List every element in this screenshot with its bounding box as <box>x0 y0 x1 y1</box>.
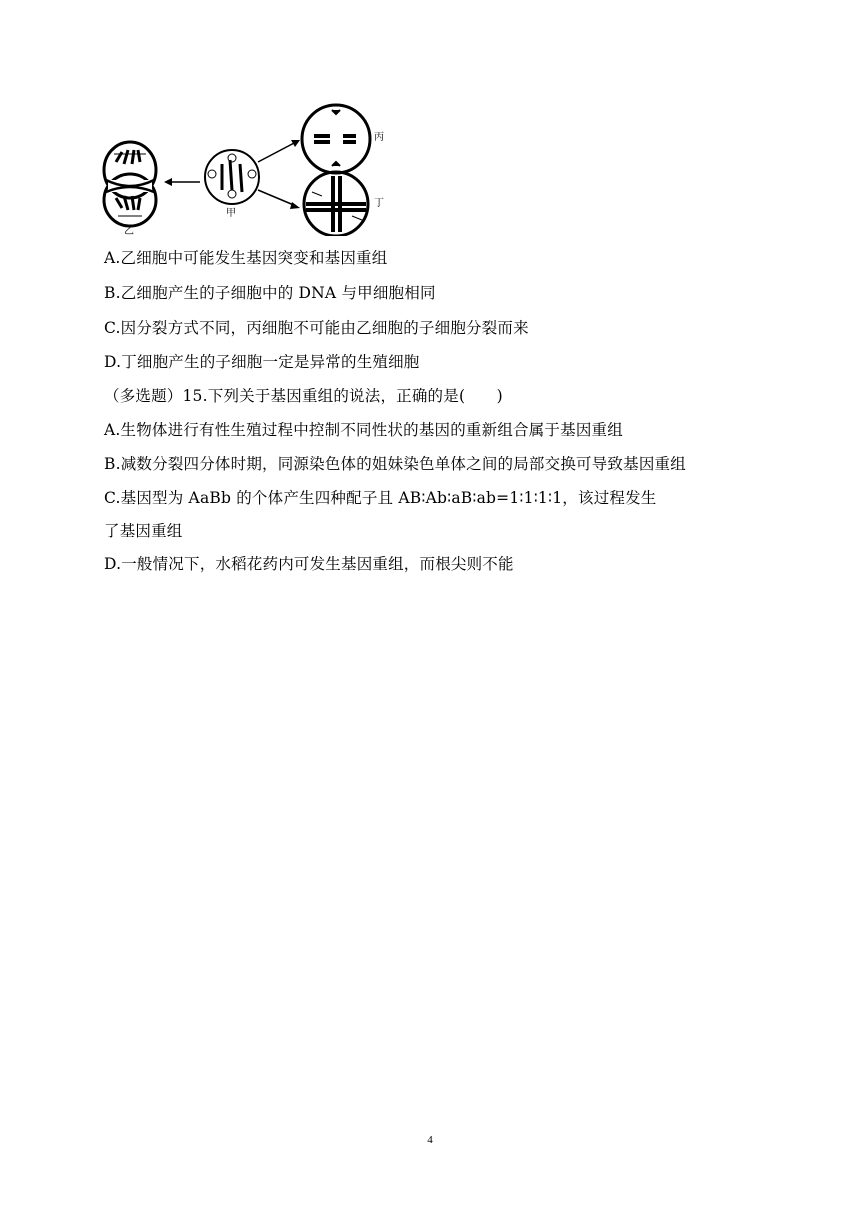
q14-option-a: A.乙细胞中可能发生基因突变和基因重组 <box>104 249 388 267</box>
q15-option-b: B.减数分裂四分体时期，同源染色体的姐妹染色单体之间的局部交换可导致基因重组 <box>104 455 686 473</box>
page-number: 4 <box>427 1134 433 1146</box>
q14-option-d: D.丁细胞产生的子细胞一定是异常的生殖细胞 <box>104 353 420 371</box>
q14-option-c: C.因分裂方式不同，丙细胞不可能由乙细胞的子细胞分裂而来 <box>104 319 529 337</box>
q15-option-c-line2: 了基因重组 <box>104 522 183 540</box>
label-jia: 甲 <box>226 208 236 219</box>
arrow-to-bing <box>258 140 300 162</box>
cell-bing-diagram <box>302 105 370 173</box>
label-yi: 乙 <box>124 226 134 236</box>
q15-option-a: A.生物体进行有性生殖过程中控制不同性状的基因的重新组合属于基因重组 <box>104 421 623 439</box>
q14-option-b: B.乙细胞产生的子细胞中的 DNA 与甲细胞相同 <box>104 284 436 302</box>
cell-jia-diagram <box>205 150 259 204</box>
q15-option-c-line1: C.基因型为 AaBb 的个体产生四种配子且 AB∶Ab∶aB∶ab=1∶1∶1∶1，该过程发生 <box>104 489 657 507</box>
cell-yi-diagram <box>104 142 156 226</box>
arrow-to-ding <box>258 190 300 209</box>
q15-stem: （多选题）15.下列关于基因重组的说法，正确的是( ) <box>104 387 503 405</box>
cell-division-figure <box>100 102 390 236</box>
arrow-to-yi <box>164 178 200 186</box>
cell-ding-diagram <box>304 172 368 236</box>
q15-option-d: D.一般情况下，水稻花药内可发生基因重组，而根尖则不能 <box>104 555 514 573</box>
label-bing: 丙 <box>374 132 384 143</box>
label-ding: 丁 <box>374 198 384 209</box>
